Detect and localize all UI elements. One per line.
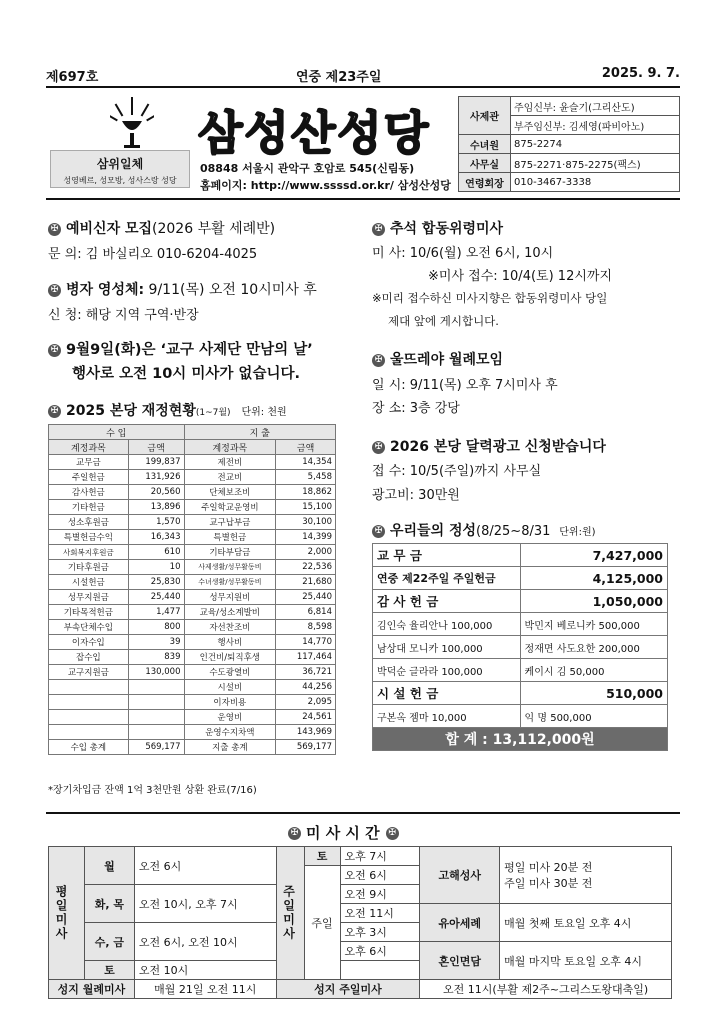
- confession-value: 평일 미사 20분 전 주일 미사 30분 전: [500, 847, 672, 904]
- contact-label: 사제관: [459, 97, 511, 135]
- offering-label: 감 사 헌 금: [373, 590, 521, 613]
- expense-amount: 18,862: [276, 485, 336, 500]
- shrine-monthly-label: 성지 월례미사: [49, 980, 135, 999]
- contact-row: [459, 154, 680, 173]
- expense-amount: 24,561: [276, 710, 336, 725]
- finance-row: [49, 680, 336, 695]
- calendar-ad-receipt: 접 수: 10/5(주일)까지 사무실: [372, 464, 542, 479]
- parish-name: 삼성산성당: [198, 106, 431, 160]
- liturgical-season: 연중 제23주일: [296, 70, 382, 85]
- shrine-monthly-value: 매월 21일 오전 11시: [134, 980, 276, 999]
- expense-amount: 2,095: [276, 695, 336, 710]
- offering-label: 연중 제22주일 주일헌금: [373, 567, 521, 590]
- expense-item: 단체보조비: [184, 485, 276, 500]
- income-amount: [128, 695, 184, 710]
- offering-label: 교 무 금: [373, 544, 521, 567]
- expense-amount: 14,770: [276, 635, 336, 650]
- issue-number: 제697호: [46, 70, 99, 85]
- saturday-time: 오후 7시: [340, 847, 420, 866]
- finance-period: (1~7월): [195, 408, 231, 418]
- ultreya-title: 울뜨레야 월례모임: [390, 352, 504, 368]
- contact-row: [459, 97, 680, 116]
- calendar-ad-fee: 광고비: 30만원: [372, 488, 460, 503]
- offerings-total: 합 계 : 13,112,000원: [373, 728, 668, 751]
- parish-homepage-link[interactable]: 홈페이지: http://www.ssssd.or.kr/ 삼성산성당: [200, 179, 451, 192]
- finance-row: [49, 710, 336, 725]
- expense-total-value: 569,177: [276, 740, 336, 755]
- expense-item: 인건비/퇴직후생: [184, 650, 276, 665]
- weekday-day: 월: [84, 847, 134, 885]
- cross-badge-icon: ✠: [288, 827, 301, 840]
- finance-row: [49, 635, 336, 650]
- expense-item: 전교비: [184, 470, 276, 485]
- sunday-time: 오전 9시: [340, 885, 420, 904]
- col-amount: 금액: [128, 440, 184, 455]
- ultreya-heading: [372, 349, 503, 369]
- notice-text-1: 9월9일(화)은 ‘교구 사제단 만남의 날’: [66, 342, 313, 358]
- gratitude-donor: 김인숙 율리안나 100,000: [373, 613, 521, 636]
- cross-badge-icon: ✠: [372, 525, 385, 538]
- mass-schedule-table: [48, 846, 672, 999]
- finance-row: [49, 560, 336, 575]
- sunday-mass-label: 주일미사: [276, 847, 304, 980]
- income-amount: 1,477: [128, 605, 184, 620]
- gratitude-donor: 남상대 모니카 100,000: [373, 636, 521, 659]
- calendar-ad-title: 2026 본당 달력광고 신청받습니다: [390, 439, 606, 455]
- finance-row: [49, 455, 336, 470]
- income-item: 잡수입: [49, 650, 129, 665]
- income-item: 특별헌금수익: [49, 530, 129, 545]
- calendar-ad-heading: [372, 436, 606, 456]
- income-item: [49, 680, 129, 695]
- notice-line-2: 행사로 오전 10시 미사가 없습니다.: [72, 366, 300, 382]
- notice-line-1: [48, 338, 313, 359]
- col-item: 계정과목: [184, 440, 276, 455]
- finance-row: [49, 545, 336, 560]
- contact-value: 010-3467-3338: [511, 173, 680, 192]
- finance-row: [49, 470, 336, 485]
- expense-item: 운영수지차액: [184, 725, 276, 740]
- income-amount: 199,837: [128, 455, 184, 470]
- income-item: [49, 710, 129, 725]
- cross-badge-icon: ✠: [372, 441, 385, 454]
- expense-amount: 8,598: [276, 620, 336, 635]
- gratitude-donor: 케이시 김 50,000: [520, 659, 667, 682]
- income-item: 감사헌금: [49, 485, 129, 500]
- offering-row: [373, 544, 668, 567]
- contact-value: 부주임신부: 김세영(파비아노): [511, 116, 680, 135]
- income-amount: [128, 680, 184, 695]
- income-amount: 610: [128, 545, 184, 560]
- weekday-day: 토: [84, 961, 134, 980]
- income-item: 성소후원금: [49, 515, 129, 530]
- finance-row: [49, 650, 336, 665]
- expense-amount: 22,536: [276, 560, 336, 575]
- expense-item: 수녀생활/성무활동비: [184, 575, 276, 590]
- income-item: 성무지원금: [49, 590, 129, 605]
- offerings-table: [372, 543, 668, 751]
- facility-donor: 구본옥 젬마 10,000: [373, 705, 521, 728]
- offering-value: 7,427,000: [520, 544, 667, 567]
- expense-item: 교구납부금: [184, 515, 276, 530]
- cross-badge-icon: ✠: [372, 354, 385, 367]
- chuseok-registration: ※미사 접수: 10/4(토) 12시까지: [428, 269, 613, 284]
- shrine-sunday-value: 오전 11시(부활 제2주~그리스도왕대축일): [420, 980, 672, 999]
- offerings-heading: [372, 520, 596, 540]
- offerings-total-row: [373, 728, 668, 751]
- finance-row: [49, 725, 336, 740]
- expense-item: 성무지원비: [184, 590, 276, 605]
- offerings-unit: 단위:원): [559, 527, 596, 538]
- parish-address: 08848 서울시 관악구 호암로 545(신림동): [200, 162, 415, 175]
- weekday-time: 오전 10시, 오후 7시: [134, 885, 276, 923]
- contact-row: [459, 135, 680, 154]
- offering-row: [373, 590, 668, 613]
- income-item: 부속단체수입: [49, 620, 129, 635]
- weekday-time: 오전 10시: [134, 961, 276, 980]
- trinity-box: [50, 150, 190, 188]
- chuseok-note-1: ※미리 접수하신 미사지향은 합동위령미사 당일: [372, 291, 608, 305]
- issue-date: 2025. 9. 7.: [601, 66, 680, 81]
- contact-value: 주임신부: 윤슬기(그리산도): [511, 97, 680, 116]
- sunday-time: 오전 11시: [340, 904, 420, 923]
- weekday-time: 오전 6시, 오전 10시: [134, 923, 276, 961]
- mass-schedule-title: 미 사 시 간: [306, 824, 380, 842]
- income-amount: 839: [128, 650, 184, 665]
- contact-row: [459, 173, 680, 192]
- finance-footnote: *장기차입금 잔액 1억 3천만원 상환 완료(7/16): [48, 785, 257, 796]
- cross-badge-icon: ✠: [372, 223, 385, 236]
- expense-amount: 6,814: [276, 605, 336, 620]
- finance-row: [49, 590, 336, 605]
- finance-row: [49, 515, 336, 530]
- spacer: [340, 970, 420, 980]
- sunday-time: 오후 3시: [340, 923, 420, 942]
- finance-row: [49, 500, 336, 515]
- income-amount: 130,000: [128, 665, 184, 680]
- income-amount: 25,830: [128, 575, 184, 590]
- sunday-time: 오전 6시: [340, 866, 420, 885]
- income-amount: [128, 710, 184, 725]
- offerings-title: 우리들의 정성: [390, 523, 477, 539]
- expense-item: 이자비용: [184, 695, 276, 710]
- income-total-value: 569,177: [128, 740, 184, 755]
- sick-apply: 신 청: 해당 지역 구역·반장: [48, 308, 199, 323]
- expense-amount: 30,100: [276, 515, 336, 530]
- shrine-sunday-label: 성지 주일미사: [276, 980, 420, 999]
- expense-item: 특별헌금: [184, 530, 276, 545]
- offering-row: [373, 567, 668, 590]
- sick-detail: 9/11(목) 오전 10시미사 후: [144, 282, 317, 298]
- header-rule-top: [46, 86, 680, 88]
- trinity-title: 삼위일체: [96, 157, 144, 171]
- cross-badge-icon: ✠: [48, 284, 61, 297]
- expense-item: 수도광열비: [184, 665, 276, 680]
- finance-row: [49, 485, 336, 500]
- expense-amount: 5,458: [276, 470, 336, 485]
- mass-section-rule: [46, 812, 680, 814]
- income-amount: 20,560: [128, 485, 184, 500]
- income-item: 사회복지후원금: [49, 545, 129, 560]
- finance-total-row: [49, 740, 336, 755]
- expense-item: 기타부담금: [184, 545, 276, 560]
- contact-table: [458, 96, 680, 192]
- spacer: [340, 961, 420, 971]
- expense-total-label: 지출 총계: [184, 740, 276, 755]
- income-item: [49, 725, 129, 740]
- chuseok-mass: 미 사: 10/6(월) 오전 6시, 10시: [372, 246, 554, 261]
- expense-amount: 2,000: [276, 545, 336, 560]
- expense-amount: 44,256: [276, 680, 336, 695]
- gratitude-row: [373, 636, 668, 659]
- income-amount: 10: [128, 560, 184, 575]
- saturday-label: 토: [304, 847, 340, 866]
- expense-amount: 14,354: [276, 455, 336, 470]
- catechumen-contact: 문 의: 김 바실리오 010-6204-4025: [48, 247, 258, 262]
- offering-value: 1,050,000: [520, 590, 667, 613]
- finance-heading: [48, 400, 287, 420]
- marriage-counsel-label: 혼인면담: [420, 942, 500, 980]
- gratitude-donor: 박덕순 글라라 100,000: [373, 659, 521, 682]
- expense-amount: 36,721: [276, 665, 336, 680]
- weekday-day: 화, 목: [84, 885, 134, 923]
- income-amount: 131,926: [128, 470, 184, 485]
- finance-unit: 단위: 천원: [241, 407, 287, 418]
- expense-amount: 25,440: [276, 590, 336, 605]
- offerings-period: (8/25~8/31: [476, 524, 551, 539]
- gratitude-donor: 정재면 사도요한 200,000: [520, 636, 667, 659]
- col-item: 계정과목: [49, 440, 129, 455]
- income-item: 교구지원금: [49, 665, 129, 680]
- header-rule-bottom: [46, 198, 680, 200]
- finance-col-header: [49, 440, 336, 455]
- finance-table: [48, 424, 336, 755]
- facility-donor: 익 명 500,000: [520, 705, 667, 728]
- chuseok-title: 추석 합동위령미사: [390, 221, 504, 237]
- marriage-counsel-value: 매월 마지막 토요일 오후 4시: [500, 942, 672, 980]
- cross-badge-icon: ✠: [48, 405, 61, 418]
- income-item: 교무금: [49, 455, 129, 470]
- cross-badge-icon: ✠: [48, 223, 61, 236]
- contact-label: 수녀원: [459, 135, 511, 154]
- cross-badge-icon: ✠: [386, 827, 399, 840]
- expense-item: 제전비: [184, 455, 276, 470]
- expense-amount: 14,399: [276, 530, 336, 545]
- income-item: 이자수입: [49, 635, 129, 650]
- expense-amount: 143,969: [276, 725, 336, 740]
- gratitude-donor: 박민지 베로니카 500,000: [520, 613, 667, 636]
- income-item: 시설헌금: [49, 575, 129, 590]
- gratitude-row: [373, 659, 668, 682]
- chuseok-note-2: 제대 앞에 게시합니다.: [388, 314, 499, 328]
- finance-row: [49, 605, 336, 620]
- facility-row: [373, 682, 668, 705]
- expense-amount: 21,680: [276, 575, 336, 590]
- gratitude-row: [373, 613, 668, 636]
- income-amount: 13,896: [128, 500, 184, 515]
- infant-baptism-value: 매월 첫째 토요일 오후 4시: [500, 904, 672, 942]
- facility-label: 시 설 헌 금: [373, 682, 521, 705]
- income-item: 기타목적헌금: [49, 605, 129, 620]
- income-item: 기타후원금: [49, 560, 129, 575]
- contact-label: 사무실: [459, 154, 511, 173]
- income-amount: 16,343: [128, 530, 184, 545]
- income-amount: 39: [128, 635, 184, 650]
- sick-title: 병자 영성체:: [66, 282, 145, 298]
- col-amount: 금액: [276, 440, 336, 455]
- income-amount: 1,570: [128, 515, 184, 530]
- catechumen-title: 예비신자 모집: [66, 221, 153, 237]
- contact-value: 875-2271·875-2275(팩스): [511, 154, 680, 173]
- finance-row: [49, 530, 336, 545]
- income-amount: [128, 725, 184, 740]
- expense-item: 주일학교운영비: [184, 500, 276, 515]
- expense-item: 교육/성소계발비: [184, 605, 276, 620]
- finance-row: [49, 695, 336, 710]
- expense-item: 사제생활/성무활동비: [184, 560, 276, 575]
- income-total-label: 수입 총계: [49, 740, 129, 755]
- mass-schedule-heading: [288, 822, 404, 843]
- weekday-day: 수, 금: [84, 923, 134, 961]
- trinity-logo-icon: [110, 95, 154, 153]
- finance-row: [49, 620, 336, 635]
- facility-value: 510,000: [520, 682, 667, 705]
- weekday-mass-label: 평일미사: [49, 847, 85, 980]
- income-item: 기타헌금: [49, 500, 129, 515]
- ultreya-place: 장 소: 3층 강당: [372, 401, 460, 416]
- income-item: 주일헌금: [49, 470, 129, 485]
- offering-value: 4,125,000: [520, 567, 667, 590]
- expense-amount: 15,100: [276, 500, 336, 515]
- expense-item: 운영비: [184, 710, 276, 725]
- sunday-label: 주일: [304, 866, 340, 980]
- contact-label: 연령회장: [459, 173, 511, 192]
- cross-badge-icon: ✠: [48, 344, 61, 357]
- sunday-time: 오후 6시: [340, 942, 420, 961]
- sick-communion-heading: [48, 279, 317, 299]
- finance-row: [49, 575, 336, 590]
- expense-header: 지 출: [184, 425, 336, 440]
- contact-value: 875-2274: [511, 135, 680, 154]
- income-header: 수 입: [49, 425, 185, 440]
- chuseok-heading: [372, 218, 503, 238]
- expense-amount: 117,464: [276, 650, 336, 665]
- expense-item: 시설비: [184, 680, 276, 695]
- confession-label: 고해성사: [420, 847, 500, 904]
- expense-item: 행사비: [184, 635, 276, 650]
- income-amount: 800: [128, 620, 184, 635]
- facility-donor-row: [373, 705, 668, 728]
- catechumen-heading: [48, 218, 275, 238]
- expense-item: 자선찬조비: [184, 620, 276, 635]
- infant-baptism-label: 유아세례: [420, 904, 500, 942]
- trinity-desc: 성영베르, 성모방, 성사스랑 성당: [63, 176, 177, 185]
- finance-row: [49, 665, 336, 680]
- finance-group-header: [49, 425, 336, 440]
- finance-title: 2025 본당 재정현황: [66, 403, 196, 419]
- weekday-time: 오전 6시: [134, 847, 276, 885]
- ultreya-time: 일 시: 9/11(목) 오후 7시미사 후: [372, 378, 558, 393]
- catechumen-note: (2026 부활 세례반): [152, 221, 276, 237]
- income-amount: 25,440: [128, 590, 184, 605]
- income-item: [49, 695, 129, 710]
